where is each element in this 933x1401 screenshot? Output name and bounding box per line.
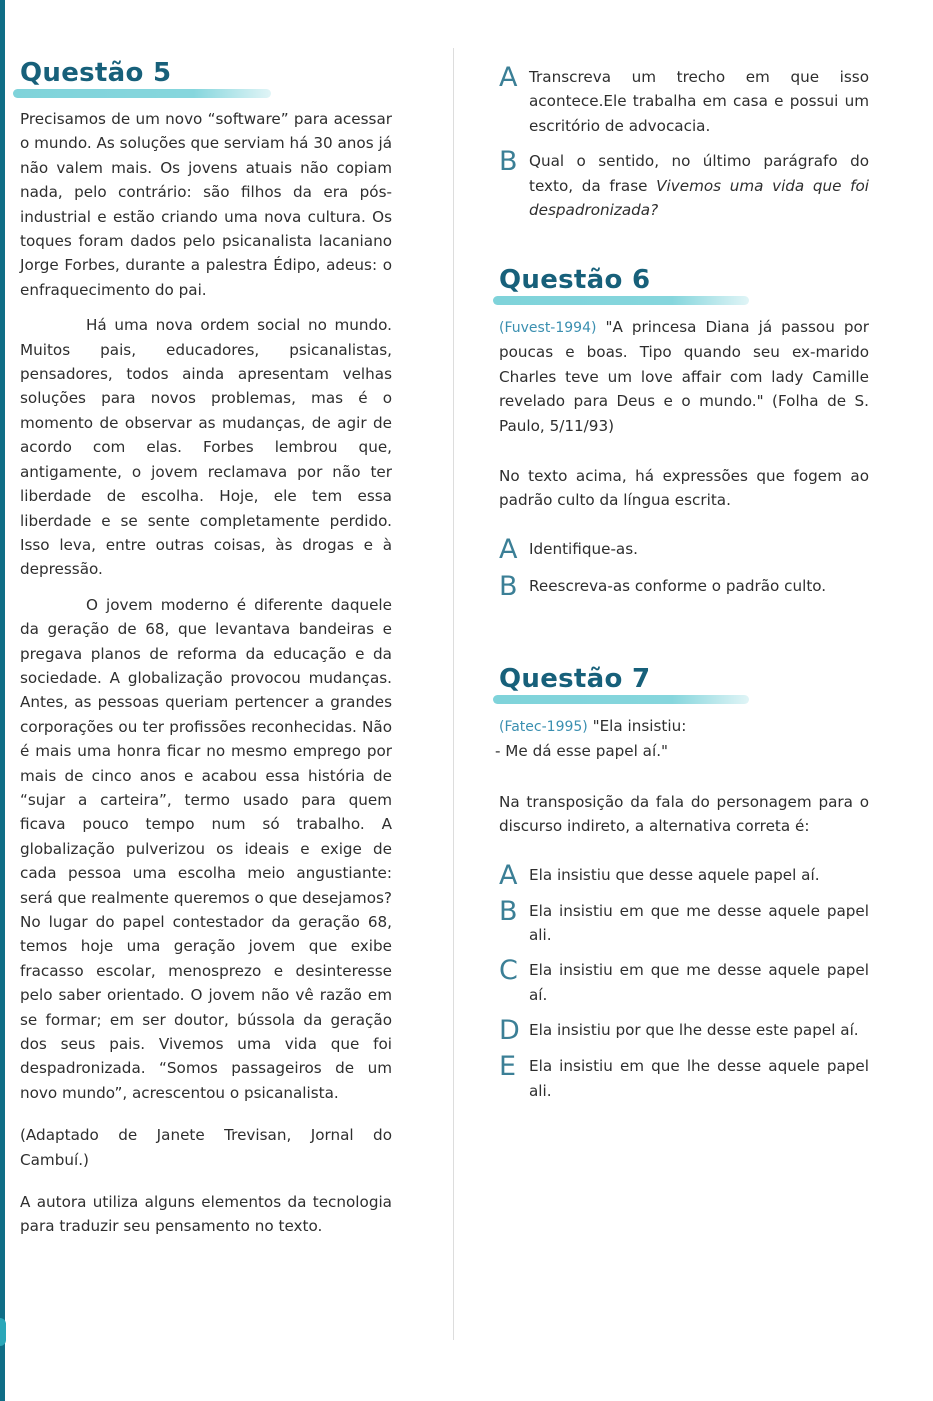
q5-text-column [20, 107, 392, 1239]
page-edge-marker [0, 1318, 6, 1346]
option-letter: A [499, 62, 518, 93]
q5-title: Questão 5 [20, 58, 172, 88]
q7-source: (Fatec-1995) [499, 719, 588, 735]
option-text-plain: Qual o sentido, no último parágrafo do texto, da frase [529, 152, 869, 195]
q5-paragraph-1: Precisamos de um novo “software” para acessar o mundo. As soluções que serviam há 30 anos já não valem mais. Os jovens atuais não copiam nada, pelo contrário: são filhos da era pós-industrial e estão criando uma nova cultura. Os toques foram dados pelo psicanalista lacaniano Jorge Forbes, durante a palestra Édipo, adeus: o enfraquecimento do pai. [20, 110, 392, 299]
option-text: Ela insistiu em que lhe desse aquele papel ali. [529, 1057, 869, 1100]
option-letter: A [499, 859, 518, 891]
column-divider [453, 48, 454, 1340]
q7-statement: Na transposição da fala do personagem para o discurso indireto, a alternativa correta é: [499, 792, 869, 836]
q6-title-underline [493, 296, 749, 305]
q7-body [495, 714, 869, 1103]
q6-quote-text: "A princesa Diana já passou por poucas e boas. Tipo quando seu ex-marido Charles teve um love affair com lady Camille revelado para Deus e o mundo." (Folha de S. Paulo, 5/11/93) [499, 318, 869, 435]
q7-quote-line-1-text: "Ela insistiu: [592, 717, 687, 735]
page-edge-bar [0, 0, 5, 1401]
option-letter: A [499, 533, 518, 565]
option-text [529, 149, 869, 222]
q5-statement: A autora utiliza alguns elementos da tecnologia para traduzir seu pensamento no texto. [20, 1193, 392, 1236]
option-text: Ela insistiu por que lhe desse este papel aí. [529, 1021, 859, 1040]
option-letter: E [499, 1051, 517, 1083]
q7-option-a [499, 859, 869, 891]
option-text: Transcreva um trecho em que isso acontece.Ele trabalha em casa e possui um escritório de advocacia. [529, 68, 869, 135]
option-text: Ela insistiu em que me desse aquele papel aí. [529, 961, 869, 1004]
q6-source: (Fuvest-1994) [499, 320, 597, 336]
q7-option-d [499, 1015, 869, 1047]
q6-statement: No texto acima, há expressões que fogem ao padrão culto da língua escrita. [499, 467, 869, 510]
option-letter: B [499, 895, 518, 927]
q6-option-b [499, 570, 869, 602]
q5-option-b [499, 146, 869, 222]
q5-title-underline [13, 89, 271, 98]
q5-options [499, 62, 869, 222]
option-text: Identifique-as. [529, 539, 638, 558]
q6-title: Questão 6 [499, 265, 651, 295]
q7-title: Questão 7 [499, 664, 651, 694]
q5-paragraph-3: O jovem moderno é diferente daquele da geração de 68, que levantava bandeiras e pregava planos de reforma da educação e da sociedade. A globalização provocou mudanças. Antes, as pessoas queriam pertencer a grandes corporações ou ter profissões reconhecidas. Não é mais uma honra ficar no mesmo emprego por mais de cinco anos e acabou essa história de “sujar a carteira”, termo usado para quem ficava pouco tempo num só trabalho. A globalização pulverizou os ideais e exige de cada pessoa uma escolha meio angustiante: será que realmente queremos o que desejamos? No lugar do papel contestador da geração 68, temos hoje uma geração jovem que exibe fracasso escolar, menosprezo e desinteresse pelo saber orientado. O jovem não vê razão em se formar; em ser doutor, bússola da geração dos seus pais. Vivemos uma vida que foi despadronizada. “Somos passageiros de um novo mundo”, acrescentou o psicanalista. [20, 595, 392, 1102]
q7-quote-line-2: - Me dá esse papel aí." [495, 742, 669, 761]
q6-quote [499, 315, 869, 438]
q7-option-b [499, 895, 869, 948]
q5-source: (Adaptado de Janete Trevisan, Jornal do Cambuí.) [20, 1126, 392, 1169]
option-text: Reescreva-as conforme o padrão culto. [529, 576, 827, 595]
q7-option-e [499, 1051, 869, 1103]
q5-paragraph-2: Há uma nova ordem social no mundo. Muitos pais, educadores, psicanalistas, pensadores, todos ainda apresentam velhas soluções para novos problemas, mas é o momento de observar as mudanças, de agir de acordo com elas. Forbes lembrou que, antigamente, o jovem reclamava por não ter liberdade de escolha. Hoje, ele tem essa liberdade e se sente completamente perdido. Isso leva, entre outras coisas, às drogas e à depressão. [20, 316, 392, 579]
option-letter: B [499, 146, 518, 178]
option-text: Ela insistiu que desse aquele papel aí. [529, 865, 820, 884]
option-text-italic: Vivemos uma vida que foi despadronizada? [529, 176, 869, 220]
q7-quote-line-1 [499, 714, 869, 739]
q5-option-a [499, 62, 869, 138]
option-letter: C [499, 955, 518, 987]
q7-title-underline [493, 695, 749, 704]
q6-option-a [499, 533, 869, 565]
q7-option-c [499, 955, 869, 1007]
option-text: Ela insistiu em que me desse aquele papel ali. [529, 901, 869, 945]
q6-body [499, 315, 869, 602]
option-letter: D [499, 1015, 520, 1047]
option-letter: B [499, 570, 518, 602]
